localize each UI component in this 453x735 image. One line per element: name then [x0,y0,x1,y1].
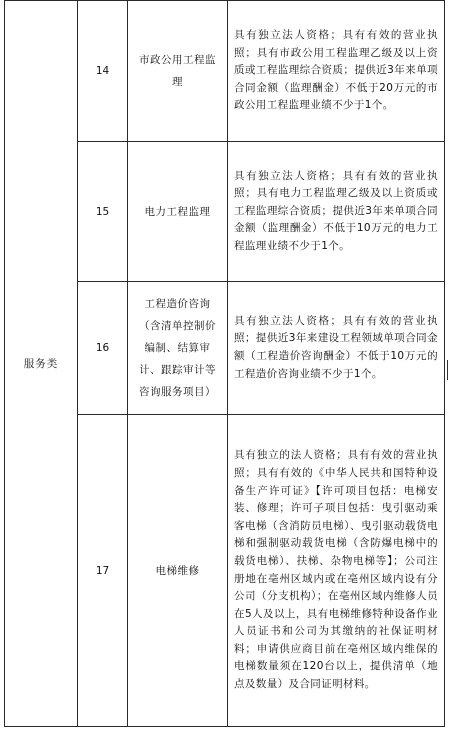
requirement-cell [228,282,445,415]
requirement-text: 具有独立法人资格；具有有效的营业执照；具有电力工程监理乙级及以上资质或工程监理综合资质；提供近3年来单项合同金额（监理酬金）不低于10万元的电力工程监理业绩不少于1个。 [234,169,438,252]
item-number: 16 [95,342,110,354]
item-number-cell [78,282,128,415]
item-number: 17 [95,564,110,577]
requirement-text: 具有独立的法人资格；具有有效的营业执照；具有有效的《中华人民共和国特种设备生产许可证》【许可项目包括：电梯安装、修理；许可子项目包括：曳引驱动乘客电梯（含消防员电梯）、曳引驱动载货电梯和强制驱动载货电梯（含防爆电梯中的载货电梯）、扶梯、杂物电梯等】；公司注册地在亳州区域内或在亳州区域内设有分公司（分支机构）；在亳州区域内维修人员在5人及以上，具有电梯维修特种设备作业人员证书和公司为其缴纳的社保证明材料；申请供应商目前在亳州区域内维保的电梯数量须在120台以上，提供清单（地点及数量）及合同证明材料。 [234,449,438,691]
item-name: 工程造价咨询（含清单控制价编制、结算审计、跟踪审计等咨询服务项目） [139,298,216,398]
qualification-table [4,0,445,727]
item-number-cell [78,415,128,727]
margin-mark [447,360,448,380]
item-name: 市政公用工程监理 [139,54,216,88]
requirement-cell [228,1,445,142]
item-name-cell [128,415,228,727]
item-name-cell [128,282,228,415]
requirement-cell [228,415,445,727]
item-name-cell [128,142,228,282]
item-number: 15 [95,205,110,218]
item-number-cell [78,142,128,282]
item-number-cell [78,1,128,142]
requirement-text: 具有独立法人资格；具有有效的营业执照；具有市政公用工程监理乙级及以上资质或工程监理综合资质；提供近3年来单项合同金额（监理酬金）不低于20万元的市政公用工程监理业绩不少于1个。 [234,29,438,112]
item-name: 电力工程监理 [144,205,211,218]
item-name: 电梯维修 [155,564,200,577]
item-number: 14 [95,65,110,77]
category-label: 服务类 [23,358,59,370]
requirement-cell [228,142,445,282]
item-name-cell [128,1,228,142]
requirement-text: 具有独立法人资格；具有有效的营业执照；提供近3年来建设工程领域单项合同金额（工程造价咨询酬金）不低于10万元的工程造价咨询业绩不少于1个。 [234,314,438,380]
table-row [5,1,445,142]
category-cell [5,1,78,727]
